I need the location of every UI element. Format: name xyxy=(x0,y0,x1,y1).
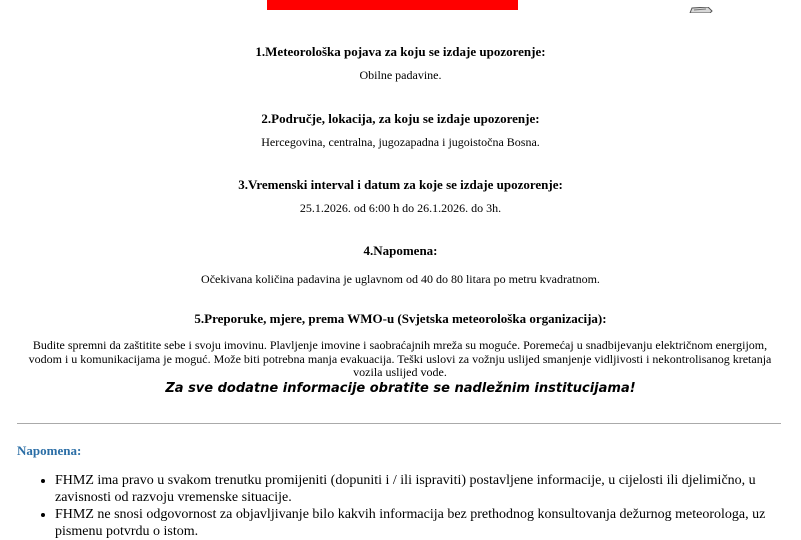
section-3-text: 25.1.2026. od 6:00 h do 26.1.2026. do 3h. xyxy=(299,201,502,215)
list-item: • FHMZ ne snosi odgovornost za objavljivanje bilo kakvih informacija bez prethodnog konsultovanja dežurnog meteorologa, uz pismenu potvrdu o istom. xyxy=(55,506,777,540)
notes-list xyxy=(17,472,777,540)
section-2-text: Hercegovina, centralna, jugozapadna i jugoistočna Bosna. xyxy=(261,135,540,149)
section-5-title: 5.Preporuke, mjere, prema WMO-u (Svjetska meteorološka organizacija): xyxy=(194,311,607,326)
divider xyxy=(17,423,781,424)
closing-statement: Za sve dodatne informacije obratite se nadležnim institucijama! xyxy=(165,381,636,396)
section-4-title: 4.Napomena: xyxy=(363,243,438,258)
section-4-text: Očekivana količina padavina je uglavnom od 40 do 80 litara po metru kvadratnom. xyxy=(201,272,600,286)
section-1-text: Obilne padavine. xyxy=(359,68,442,82)
recommendations-text: Budite spremni da zaštitite sebe i svoju imovinu. Plavljenje imovine i saobraćajnih mreža su moguće. Poremećaj u snadbijevanju električnom energijom, vodom i u komunikacijama je moguć. Može biti potrebna manja evakuacija. Teški uslovi za vožnju uslijed smanjenje vidljivosti i nekontrolisanog kretanja vozila uslijed vode. xyxy=(28,338,772,379)
printer-icon[interactable] xyxy=(688,0,714,6)
section-3-title: 3.Vremenski interval i datum za koje se izdaje upozorenje: xyxy=(238,177,563,192)
warning-banner xyxy=(267,0,518,10)
notes-heading: Napomena: xyxy=(17,443,82,458)
section-1-title: 1.Meteorološka pojava za koju se izdaje upozorenje: xyxy=(255,44,546,59)
section-2-title: 2.Područje, lokacija, za koju se izdaje upozorenje: xyxy=(261,111,540,126)
list-item: • FHMZ ima pravo u svakom trenutku promijeniti (dopuniti i / ili ispraviti) postavljene informacije, u cijelosti ili djelimično, u zavisnosti od razvoju vremenske situacije. xyxy=(55,472,777,506)
